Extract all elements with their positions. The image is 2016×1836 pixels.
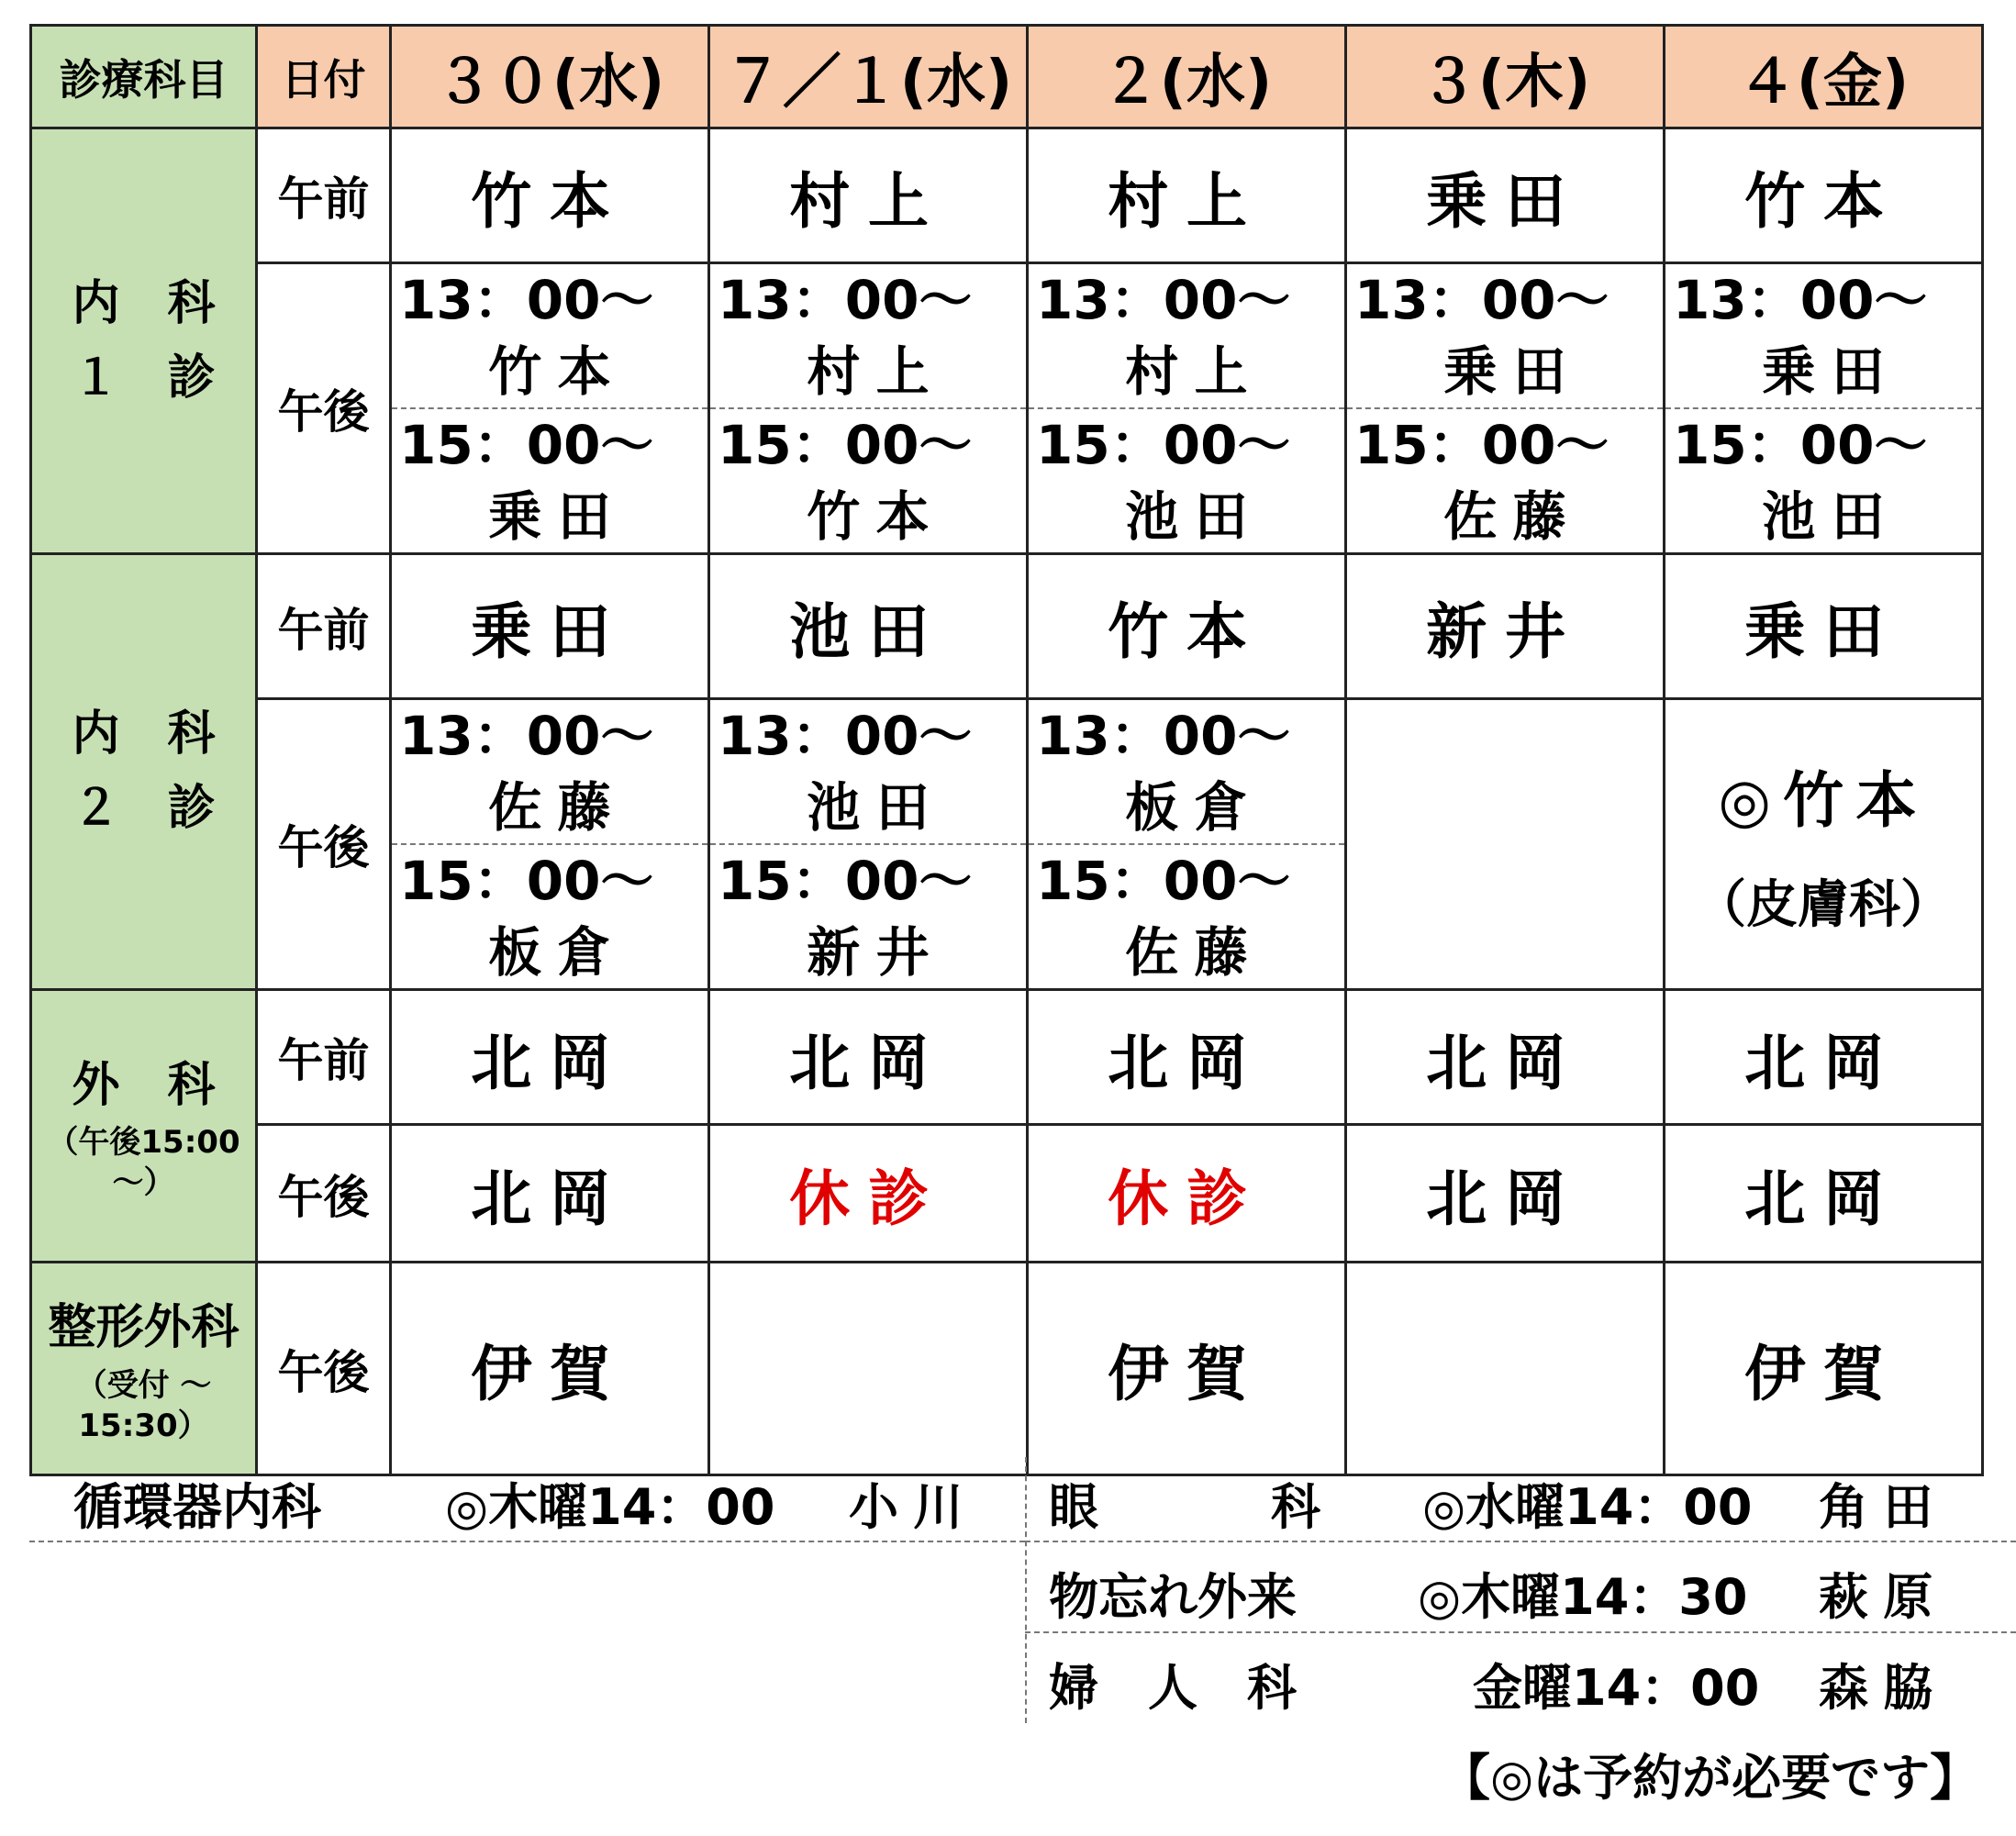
doctor-cell xyxy=(1346,1263,1665,1475)
gyn-dept: 婦 人 科 xyxy=(1049,1659,1297,1717)
doctor-cell: 北岡 xyxy=(1665,990,1983,1125)
ortho-pm-row xyxy=(31,1263,1983,1475)
memory-doctor: 萩原 xyxy=(1819,1568,1948,1626)
day-header: ７／１(水) xyxy=(709,26,1028,128)
cardio-time: ◎木曜14：00 xyxy=(445,1478,775,1536)
dept-surgery xyxy=(31,990,257,1263)
header-row xyxy=(31,26,1983,128)
slot-doctor: 佐藤 xyxy=(1443,485,1583,548)
internal2-am-row xyxy=(31,554,1983,699)
pm-slot-cell xyxy=(1346,263,1665,409)
dept-header: 診療科目 xyxy=(31,26,257,128)
period-am: 午前 xyxy=(257,990,391,1125)
pm-slot-cell xyxy=(391,408,709,554)
reservation-note: 【◎は予約が必要です】 xyxy=(1441,1749,1980,1807)
closed-cell: 休診 xyxy=(709,1125,1028,1263)
pm-slot-cell xyxy=(1028,844,1346,990)
dept-name: 整形外科 xyxy=(48,1300,239,1356)
slot-doctor: 竹本 xyxy=(488,340,628,403)
doctor-cell: 竹本 xyxy=(1028,554,1346,699)
date-header: 日付 xyxy=(257,26,391,128)
dept-name: 外 科 xyxy=(72,1057,216,1113)
day-header: ２(水) xyxy=(1028,26,1346,128)
dept-internal2 xyxy=(31,554,257,990)
doctor-cell: 北岡 xyxy=(391,990,709,1125)
dept-name-line1: 内 科 xyxy=(72,275,216,331)
doctor-cell: 新井 xyxy=(1346,554,1665,699)
footer-divider-vertical xyxy=(1025,1457,1027,1723)
pm-slot-cell xyxy=(1346,408,1665,554)
slot-time: 15：00～ xyxy=(399,414,654,476)
slot-time: 15：00～ xyxy=(1354,414,1609,476)
pm-slot-cell xyxy=(709,699,1028,845)
period-pm: 午後 xyxy=(257,263,391,554)
pm-slot-cell xyxy=(1028,408,1346,554)
slot-time: 15：00～ xyxy=(1036,850,1291,912)
dept-name-line2: ２ 診 xyxy=(72,781,216,836)
pm-slot-cell xyxy=(391,263,709,409)
slot-time: 13：00～ xyxy=(718,705,973,767)
memory-time: ◎木曜14：30 xyxy=(1418,1568,1748,1626)
slot-time: 13：00～ xyxy=(1673,269,1928,331)
slot-doctor: 乗田 xyxy=(488,485,628,548)
dept-ortho xyxy=(31,1263,257,1475)
doctor-cell: 伊賀 xyxy=(1665,1263,1983,1475)
eye-doctor: 角田 xyxy=(1819,1478,1948,1536)
doctor-cell: 乗田 xyxy=(391,554,709,699)
doctor-cell: 竹本 xyxy=(391,128,709,263)
memory-dept: 物忘れ外来 xyxy=(1049,1568,1297,1626)
internal1-pm1-row xyxy=(31,263,1983,409)
doctor-cell: 伊賀 xyxy=(1028,1263,1346,1475)
slot-doctor: 池田 xyxy=(807,776,946,839)
slot-time: 15：00～ xyxy=(718,850,973,912)
slot-time: 13：00～ xyxy=(399,269,654,331)
slot-doctor: 村上 xyxy=(1125,340,1264,403)
empty-cell xyxy=(1346,699,1665,990)
eye-time: ◎水曜14：00 xyxy=(1422,1478,1753,1536)
slot-doctor: 佐藤 xyxy=(488,776,628,839)
slot-time: 15：00～ xyxy=(718,414,973,476)
doctor-cell: 竹本 xyxy=(1665,128,1983,263)
slot-doctor: 竹本 xyxy=(807,485,946,548)
pm-slot-cell xyxy=(391,844,709,990)
slot-time: 13：00～ xyxy=(1036,705,1291,767)
pm-slot-cell xyxy=(709,844,1028,990)
pm-slot-cell xyxy=(1665,263,1983,409)
fri-pm-derm-cell xyxy=(1665,699,1983,990)
internal2-pm1-row xyxy=(31,699,1983,845)
pm-slot-cell xyxy=(709,408,1028,554)
period-am: 午前 xyxy=(257,554,391,699)
doctor-cell: 北岡 xyxy=(709,990,1028,1125)
period-pm: 午後 xyxy=(257,699,391,990)
cardio-dept: 循環器内科 xyxy=(73,1478,321,1536)
period-pm: 午後 xyxy=(257,1263,391,1475)
day-header: ４(金) xyxy=(1665,26,1983,128)
gyn-time: 金曜14：00 xyxy=(1473,1659,1760,1717)
slot-time: 13：00～ xyxy=(1354,269,1609,331)
internal1-am-row xyxy=(31,128,1983,263)
doctor-cell: 北岡 xyxy=(1028,990,1346,1125)
doctor-cell: 北岡 xyxy=(391,1125,709,1263)
doctor-cell: 北岡 xyxy=(1665,1125,1983,1263)
schedule-table xyxy=(29,24,1984,1476)
dept-name-line1: 内 科 xyxy=(72,707,216,762)
day-header: ３(木) xyxy=(1346,26,1665,128)
slot-time: 13：00～ xyxy=(399,705,654,767)
slot-time: 13：00～ xyxy=(718,269,973,331)
slot-doctor: 乗田 xyxy=(1443,340,1583,403)
doctor-cell: 乗田 xyxy=(1346,128,1665,263)
dept-name-line2: １ 診 xyxy=(72,350,216,406)
slot-time: 13：00～ xyxy=(1036,269,1291,331)
period-pm: 午後 xyxy=(257,1125,391,1263)
pm-slot-cell xyxy=(1665,408,1983,554)
slot-doctor: 池田 xyxy=(1125,485,1264,548)
dept-sub: （受付 ～15:30） xyxy=(75,1366,212,1444)
dept-internal1 xyxy=(31,128,257,554)
doctor-cell: 池田 xyxy=(709,554,1028,699)
slot-time: 15：00～ xyxy=(1036,414,1291,476)
slot-doctor: 村上 xyxy=(807,340,946,403)
doctor-cell: 村上 xyxy=(709,128,1028,263)
eye-dept-2: 科 xyxy=(1271,1478,1320,1536)
slot-doctor: 乗田 xyxy=(1762,340,1901,403)
doctor-cell xyxy=(709,1263,1028,1475)
surgery-pm-row xyxy=(31,1125,1983,1263)
period-am: 午前 xyxy=(257,128,391,263)
pm-slot-cell xyxy=(1028,699,1346,845)
footer-divider-right-2 xyxy=(1025,1631,2016,1633)
gyn-doctor: 森脇 xyxy=(1819,1659,1948,1717)
slot-doctor: 板倉 xyxy=(1125,776,1264,839)
doctor-cell: 伊賀 xyxy=(391,1263,709,1475)
pm-slot-cell xyxy=(391,699,709,845)
doctor-cell: 北岡 xyxy=(1346,1125,1665,1263)
slot-doctor: 新井 xyxy=(807,921,946,984)
cardio-doctor: 小川 xyxy=(849,1478,978,1536)
slot-time: 15：00～ xyxy=(1673,414,1928,476)
dept-sub: （午後15:00～） xyxy=(47,1124,240,1202)
slot-doctor: 池田 xyxy=(1762,485,1901,548)
surgery-am-row xyxy=(31,990,1983,1125)
slot-time: 15：00～ xyxy=(399,850,654,912)
footer-divider-left xyxy=(29,1541,1025,1542)
pm-slot-cell xyxy=(709,263,1028,409)
derm-note: （皮膚科） xyxy=(1695,874,1952,935)
slot-doctor: 板倉 xyxy=(488,921,628,984)
doctor-cell: 村上 xyxy=(1028,128,1346,263)
footer-divider-right-1 xyxy=(1025,1541,2016,1542)
derm-doctor: ◎竹本 xyxy=(1718,764,1929,836)
eye-dept-1: 眼 xyxy=(1049,1478,1098,1536)
pm-slot-cell xyxy=(1028,263,1346,409)
day-header: ３０(水) xyxy=(391,26,709,128)
closed-cell: 休診 xyxy=(1028,1125,1346,1263)
slot-doctor: 佐藤 xyxy=(1125,921,1264,984)
doctor-cell: 北岡 xyxy=(1346,990,1665,1125)
doctor-cell: 乗田 xyxy=(1665,554,1983,699)
